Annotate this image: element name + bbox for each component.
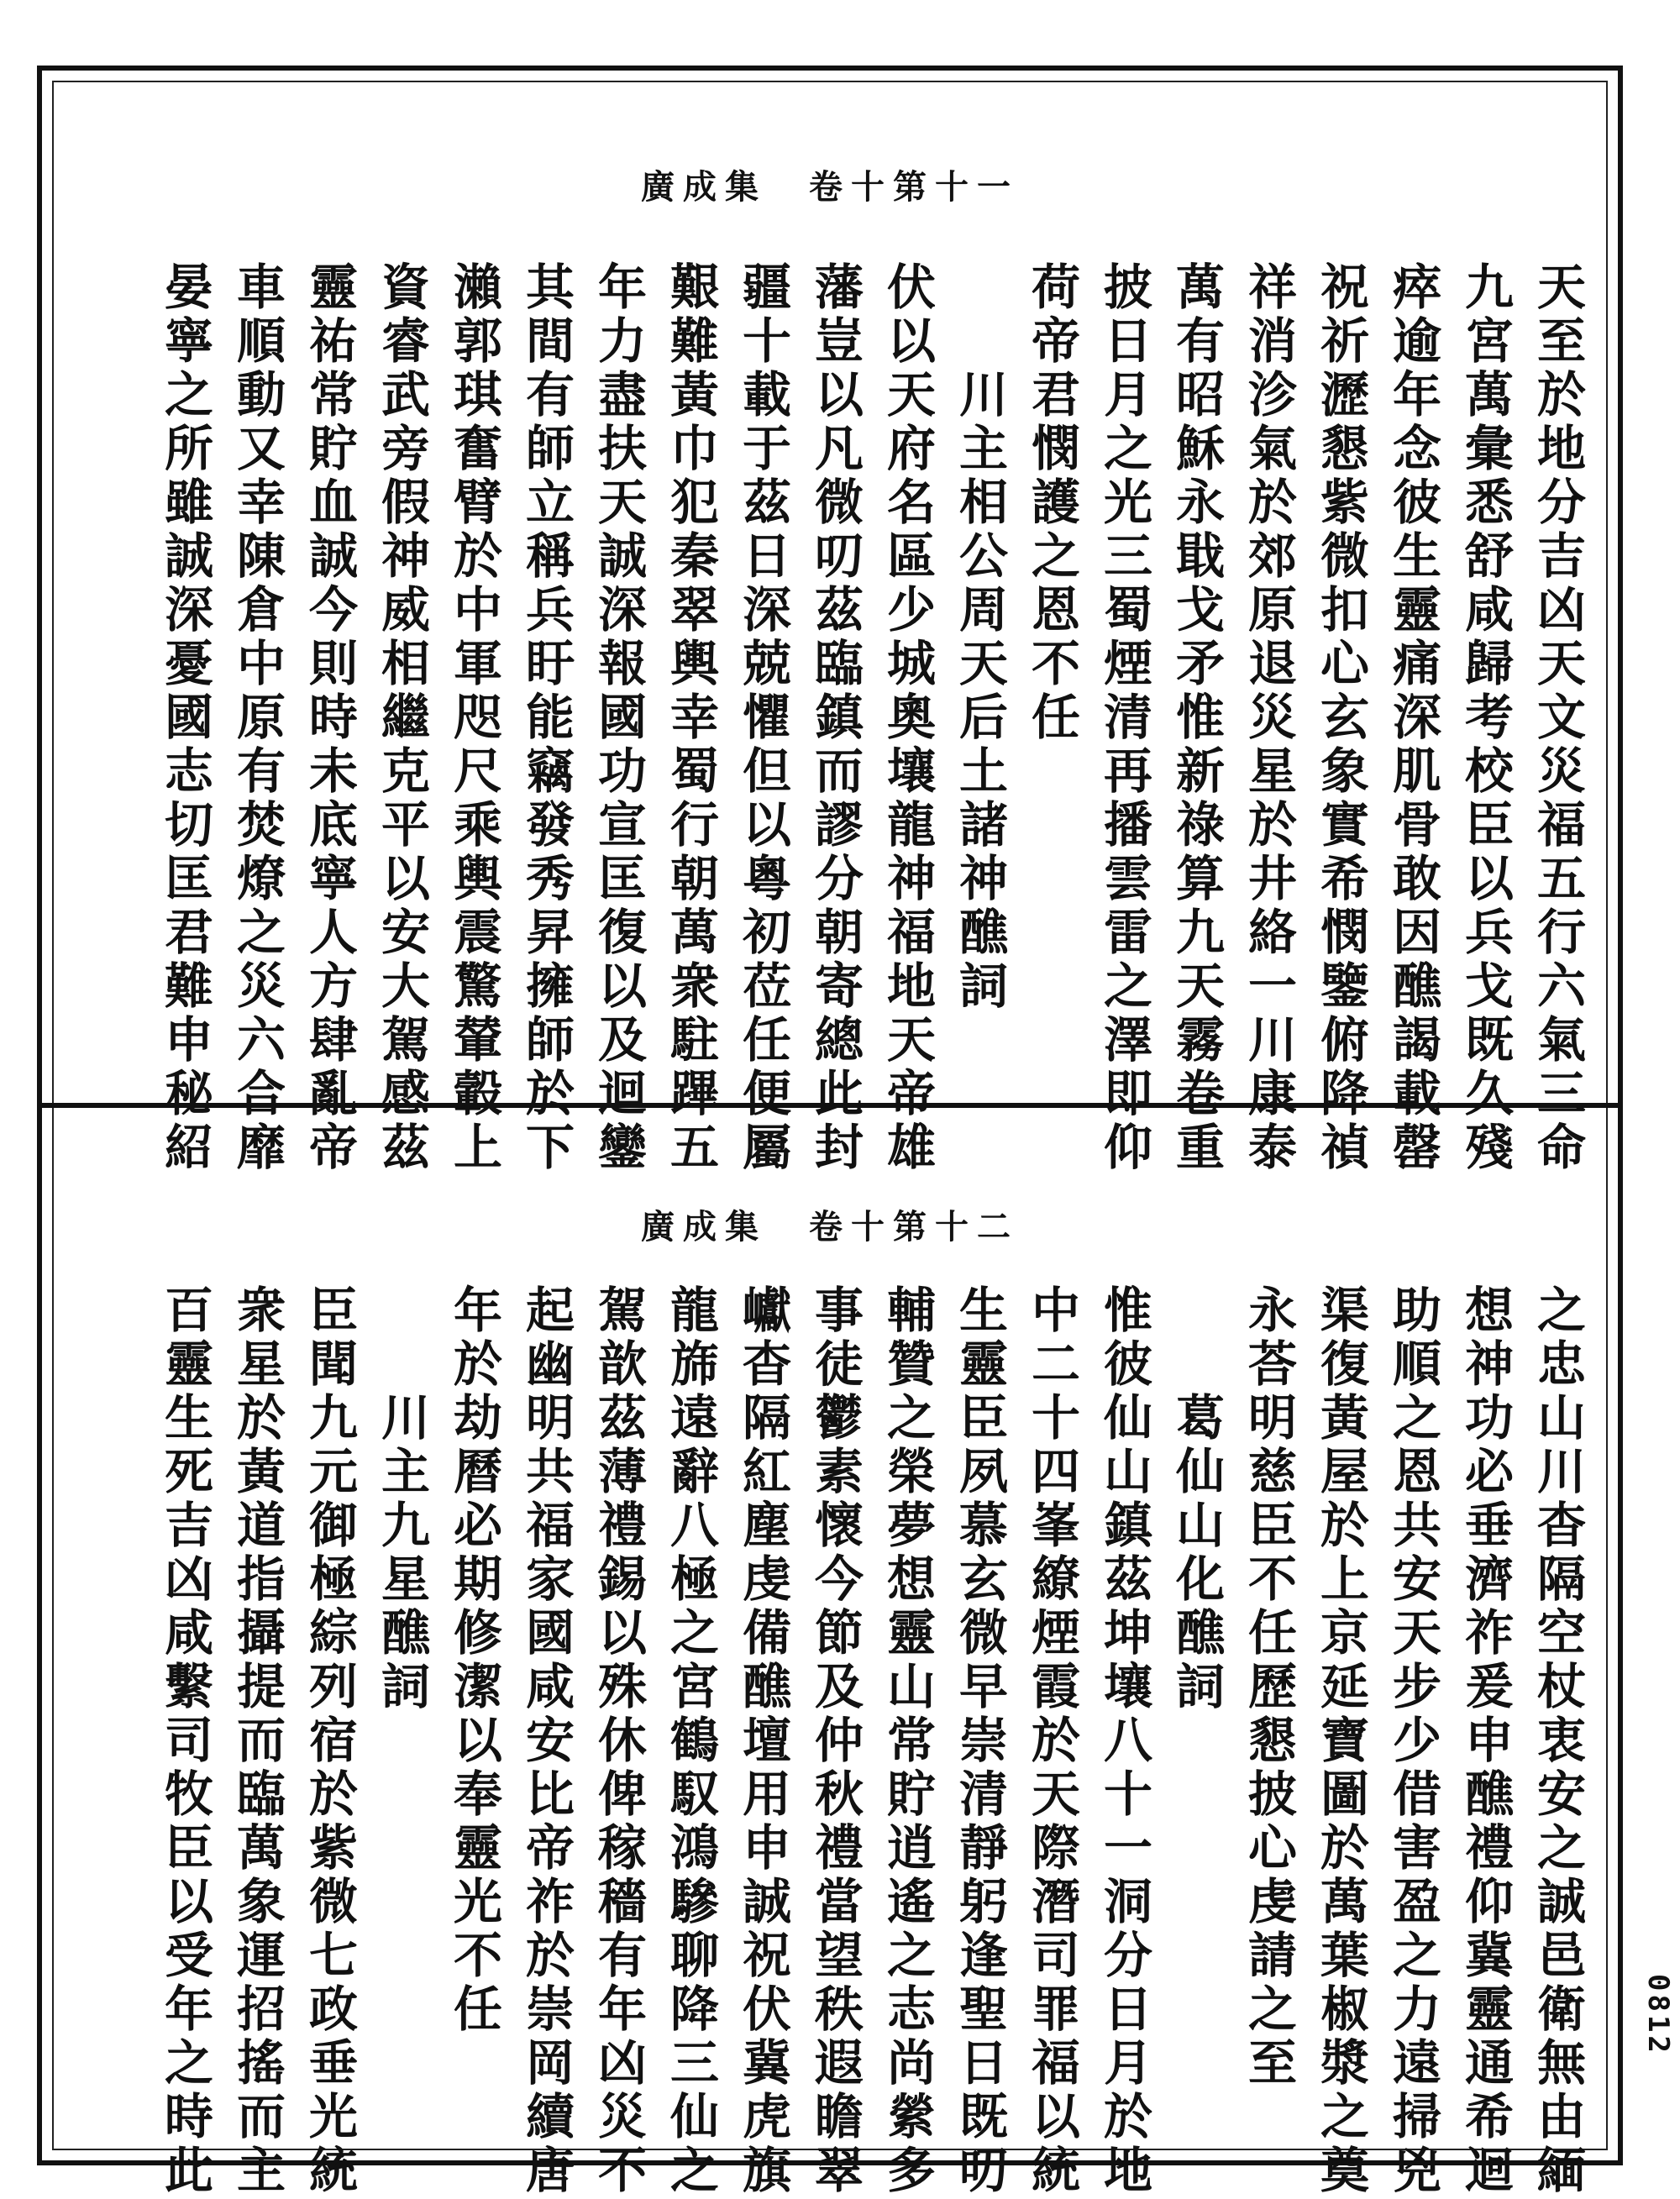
text-column: 萬有昭穌永戢戈矛惟新祿算九天霧卷重 [1168, 261, 1225, 1175]
page-header: 廣成集 卷十第十一 [641, 167, 1019, 207]
text-column: 艱難黃巾犯秦翠輿幸蜀行朝萬衆駐蹕五 [662, 261, 719, 1175]
text-column: 龍旆遠辭八極之宮鶴馭鴻驂聊降三仙之 [662, 1284, 719, 2198]
page-number: 0812 [1641, 1974, 1675, 2056]
text-column: 疆十載于茲日深兢懼但以粵初莅任便屬 [734, 261, 791, 1175]
text-column: 巘杳隔紅塵虔備醮壇用申誠祝伏冀虎旗 [734, 1284, 791, 2198]
text-column: 惟彼仙山鎮茲坤壤八十一洞分日月於地 [1095, 1284, 1152, 2198]
text-column: 中二十四峯繚煙霞於天際潛司罪福以統 [1023, 1284, 1080, 2198]
text-column: 衆星於黃道指攝提而臨萬象運招搖而主 [228, 1284, 286, 2198]
text-column: 臣聞九元御極綜列宿於紫微七政垂光統 [301, 1284, 358, 2198]
text-column: 晏寧之所雖誠深憂國志切匡君難申秘紹 [156, 261, 213, 1175]
text-column: 駕歆茲薄禮錫以殊休俾稼穡有年凶災不 [590, 1284, 647, 2198]
text-column: 披日月之光三蜀煙清再播雲雷之澤即仰 [1095, 261, 1152, 1175]
section-title: 川主相公周天后土諸神醮詞 [951, 369, 1008, 1014]
text-column: 伏以天府名區少城奧壤龍神福地天帝雄 [879, 261, 936, 1175]
text-column: 祝祈瀝懇紫微扣心玄象實希憫鑒俯降禎 [1312, 261, 1369, 1175]
section-title: 川主九星醮詞 [373, 1392, 430, 1714]
text-column: 百靈生死吉凶咸繫司牧臣以受年之時此 [156, 1284, 213, 2198]
text-column: 輔贊之榮夢想靈山常貯逍遙之志尚縈多 [879, 1284, 936, 2198]
text-column: 助順之恩共安天步少借害盈之力遠掃兇 [1384, 1284, 1441, 2198]
text-column: 其間有師立稱兵盱能竊發秀昇擁師於下 [517, 261, 575, 1175]
text-column: 天至於地分吉凶天文災福五行六氣三命 [1529, 261, 1586, 1175]
text-column: 年於劫曆必期修潔以奉靈光不任 [445, 1284, 502, 2037]
text-column: 九宮萬彙悉舒咸歸考校臣以兵戈既久殘 [1457, 261, 1514, 1175]
text-column: 資睿武旁假神威相繼克平以安大駕感茲 [373, 261, 430, 1175]
text-column: 藩豈以凡微叨茲臨鎮而謬分朝寄總此封 [806, 261, 864, 1175]
bottom-page [52, 1108, 1608, 2198]
text-column: 想神功必垂濟祚爰申醮禮仰冀靈通希迴 [1457, 1284, 1514, 2198]
section-title: 葛仙山化醮詞 [1168, 1392, 1225, 1714]
text-columns [158, 1284, 1584, 2198]
text-column: 車順動又幸陳倉中原有焚燎之災六合靡 [228, 261, 286, 1175]
text-column: 事徒鬱素懷今節及仲秋禮當望秩遐瞻翠 [806, 1284, 864, 2198]
text-column: 靈祐常貯血誠今則時未底寧人方肆亂帝 [301, 261, 358, 1175]
text-column: 起幽明共福家國咸安比帝祚於崇岡續唐 [517, 1284, 575, 2198]
text-column: 瘁逾年念彼生靈痛深肌骨敢因醮謁載罄 [1384, 261, 1441, 1175]
text-column: 永荅明慈臣不任歷懇披心虔請之至 [1240, 1284, 1297, 2091]
text-column: 之忠山川杳隔空杖衷安之誠邑衛無由緬 [1529, 1284, 1586, 2198]
page-header: 廣成集 卷十第十二 [641, 1207, 1019, 1246]
text-column: 渠復黃屋於上京延寶圖於萬葉椒漿之奠 [1312, 1284, 1369, 2198]
text-column: 荷帝君憫護之恩不任 [1023, 261, 1080, 745]
text-column: 生靈臣夙慕玄微早崇清靜躬逢聖日既叨 [951, 1284, 1008, 2198]
text-column: 年力盡扶天誠深報國功宣匡復以及迴鑾 [590, 261, 647, 1175]
top-page [52, 81, 1608, 1175]
text-columns [158, 261, 1584, 1175]
text-column: 瀨郭琪奮臂於中軍咫尺乘輿震驚輦轂上 [445, 261, 502, 1175]
text-column: 祥消沴氣於郊原退災星於井絡一川康泰 [1240, 261, 1297, 1175]
